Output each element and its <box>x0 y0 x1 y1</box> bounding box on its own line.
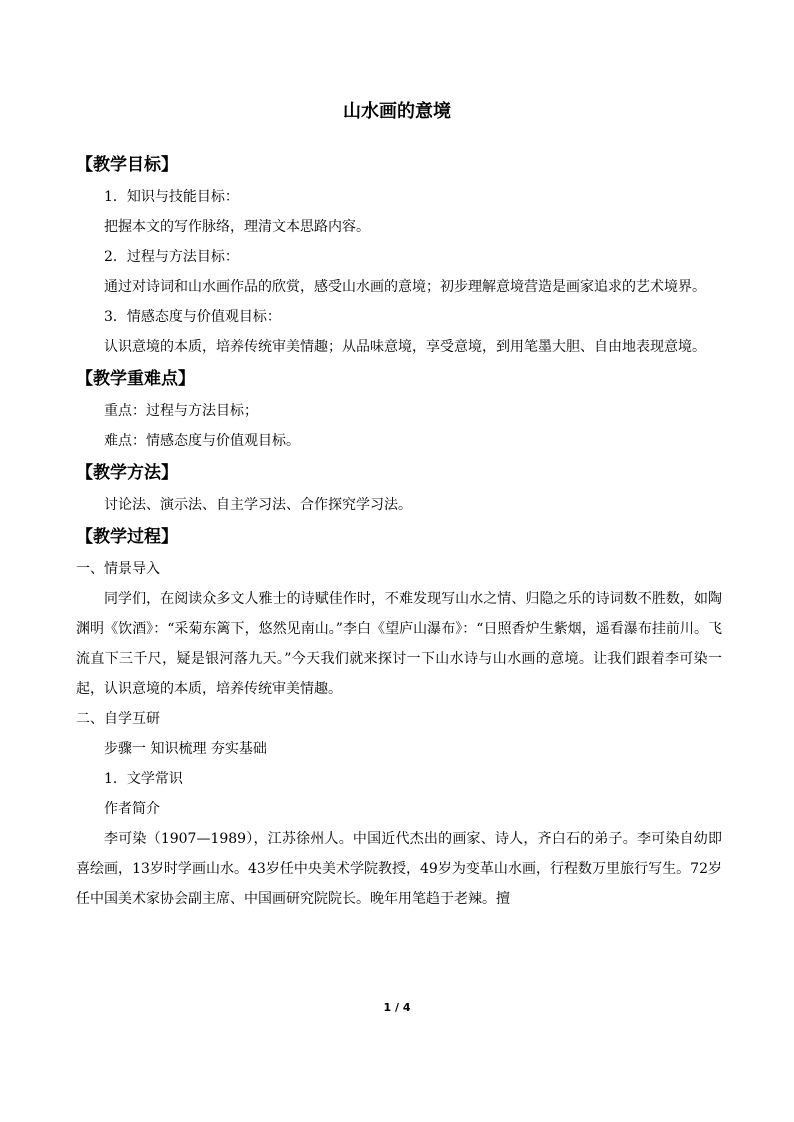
section-heading-process: 【教学过程】 <box>76 527 178 547</box>
document-body <box>76 148 722 914</box>
process-author-intro-text: 李可染（1907—1989），江苏徐州人。中国近代杰出的画家、诗人，齐白石的弟子。李可染自幼即喜绘画，13岁时学画山水。43岁任中央美术学院教授，49岁为变革山水画，行程数万里旅行写生。72岁任中国美术家协会副主席、中国画研究院院长。晚年用笔趋于老辣。擅 <box>76 831 722 907</box>
process-literary-knowledge: 1．文学常识 <box>104 771 183 787</box>
process-intro-text: 同学们，在阅读众多文人雅士的诗赋佳作时，不难发现写山水之情、归隐之乐的诗词数不胜数，如陶渊明《饮酒》：“采菊东篱下，悠然见南山。”李白《望庐山瀑布》：“日照香炉生紫烟，遥看瀑布挂前川。飞流直下三千尺，疑是银河落九天。”今天我们就来探讨一下山水诗与山水画的意境。让我们跟着李可染一起，认识意境的本质，培养传统审美情趣。 <box>76 591 722 697</box>
process-step-self-study-heading: 二、自学互研 <box>76 711 160 727</box>
objective-process-text: 通过对诗词和山水画作品的欣赏，感受山水画的意境；初步理解意境营造是画家追求的艺术境界。 <box>104 279 706 295</box>
key-point-difficulty: 难点：情感态度与价值观目标。 <box>104 433 300 449</box>
process-step-intro-heading: 一、情景导入 <box>76 561 160 577</box>
key-point-focus: 重点：过程与方法目标； <box>104 403 258 419</box>
objective-knowledge-text: 把握本文的写作脉络，理清文本思路内容。 <box>104 219 370 235</box>
objective-emotion-text: 认识意境的本质，培养传统审美情趣；从品味意境，享受意境，到用笔墨大胆、自由地表现意境。 <box>104 339 706 355</box>
methods-text: 讨论法、演示法、自主学习法、合作探究学习法。 <box>104 497 412 513</box>
objective-knowledge-label: 1．知识与技能目标： <box>104 189 239 205</box>
objective-emotion-label: 3．情感态度与价值观目标： <box>104 309 281 325</box>
document-title: 山水画的意境 <box>343 101 451 122</box>
process-author-intro-label: 作者简介 <box>104 801 160 817</box>
objective-process-label: 2．过程与方法目标： <box>104 249 239 265</box>
section-heading-objectives: 【教学目标】 <box>76 155 178 175</box>
process-step-one: 步骤一 知识梳理 夯实基础 <box>104 741 267 757</box>
section-heading-methods: 【教学方法】 <box>76 463 178 483</box>
page-number: 1 / 4 <box>383 1001 411 1014</box>
section-heading-key-points: 【教学重难点】 <box>76 369 195 389</box>
